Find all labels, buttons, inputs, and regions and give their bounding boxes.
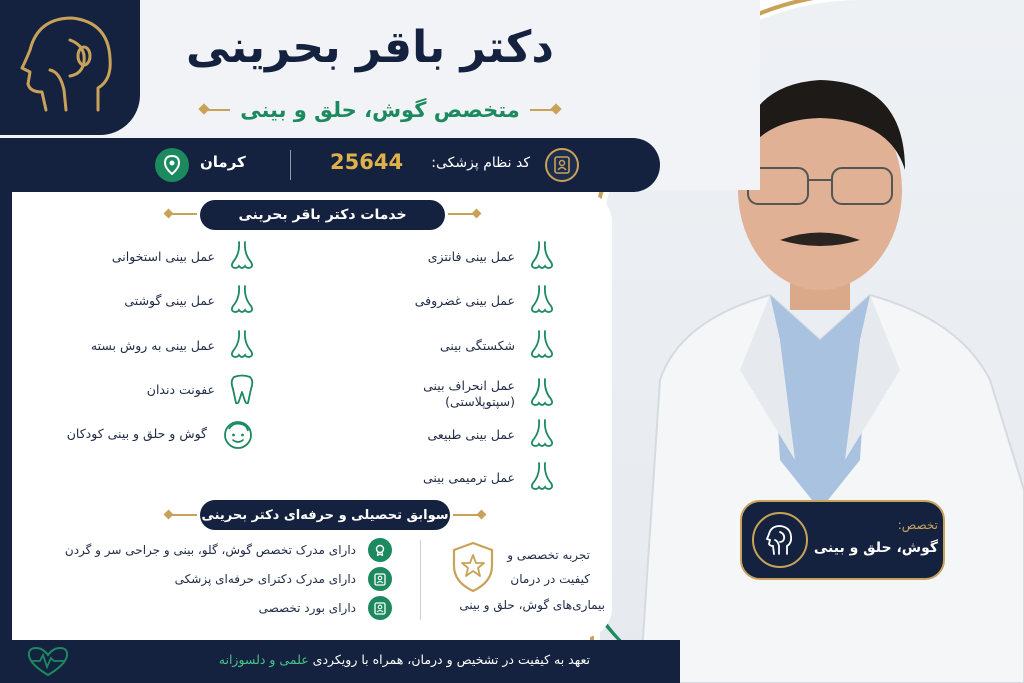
city-label: کرمان — [200, 153, 246, 171]
service-label: شکستگی بینی — [439, 338, 515, 353]
nose-icon — [229, 240, 255, 274]
service-label-line1: عمل انحراف بینی — [423, 378, 515, 393]
service-item — [60, 237, 255, 277]
service-item — [380, 237, 555, 277]
background-divider — [420, 540, 421, 620]
service-label: گوش و حلق و بینی کودکان — [66, 426, 207, 441]
background-label: دارای بورد تخصصی — [258, 601, 356, 615]
specialty-text: متخصص گوش، حلق و بینی — [240, 98, 520, 122]
background-item — [72, 595, 392, 621]
service-item — [380, 372, 555, 416]
medical-code-label: کد نظام پزشکی: — [431, 155, 530, 171]
medical-code-value: 25644 — [330, 150, 404, 174]
experience-line: تجربه تخصصی و — [507, 548, 590, 562]
footer-text — [90, 652, 590, 672]
id-card-icon — [545, 148, 579, 182]
background-title: سوابق تحصیلی و حرفه‌ای دکتر بحرینی — [200, 500, 450, 530]
gold-divider-left — [200, 109, 230, 111]
nose-icon — [529, 461, 555, 495]
background-label: دارای مدرک دکترای حرفه‌ای پزشکی — [174, 572, 356, 586]
gold-divider-right — [530, 109, 560, 111]
services-line-right — [448, 213, 480, 215]
background-line-left — [165, 514, 197, 516]
head-profile-icon — [752, 512, 808, 568]
footer-main-text: تعهد به کیفیت در تشخیص و درمان، همراه با رویکردی — [312, 652, 590, 667]
child-face-icon — [221, 417, 255, 451]
service-item — [380, 326, 555, 366]
service-label: عمل بینی فانتزی — [427, 249, 515, 264]
id-card-icon — [368, 567, 392, 591]
heartbeat-icon — [25, 645, 71, 677]
service-label: عمل بینی استخوانی — [111, 249, 215, 264]
nose-icon — [229, 329, 255, 363]
services-title: خدمات دکتر باقر بحرینی — [200, 200, 445, 230]
nose-icon — [529, 240, 555, 274]
id-card-icon — [368, 596, 392, 620]
left-navy-strip — [0, 190, 12, 640]
nose-icon — [529, 329, 555, 363]
doctor-name-title: دکتر باقر بحرینی — [186, 22, 554, 73]
background-item — [64, 537, 392, 563]
services-line-left — [165, 213, 197, 215]
service-item — [60, 326, 255, 366]
nose-icon — [229, 284, 255, 318]
service-label: عفونت دندان — [146, 382, 215, 397]
info-divider — [290, 150, 291, 180]
logo-box — [0, 0, 140, 135]
head-profile-icon — [0, 0, 140, 135]
service-item — [380, 458, 555, 498]
service-item — [60, 414, 255, 454]
service-item — [60, 370, 255, 410]
background-label: دارای مدرک تخصص گوش، گلو، بینی و جراحی سر و گردن — [64, 543, 356, 557]
service-item — [380, 281, 555, 321]
service-label: عمل بینی به روش بسته — [90, 338, 215, 353]
specialty-subtitle — [200, 92, 560, 128]
service-label-line2: (سپتوپلاستی) — [445, 394, 515, 409]
service-item — [380, 415, 555, 455]
certificate-badge-icon — [368, 538, 392, 562]
service-label: عمل بینی گوشتی — [124, 293, 215, 308]
service-label: عمل بینی غضروفی — [414, 293, 515, 308]
service-label: عمل ترمیمی بینی — [422, 470, 515, 485]
tooth-icon — [229, 373, 255, 407]
location-pin-icon — [155, 148, 189, 182]
specialty-badge-text: گوش، حلق و بینی — [813, 540, 938, 556]
nose-icon — [529, 418, 555, 452]
specialty-badge-title: تخصص: — [897, 518, 938, 532]
footer-highlight-text: علمی و دلسوزانه — [218, 652, 309, 667]
experience-line: کیفیت در درمان — [510, 572, 590, 586]
service-label — [423, 378, 515, 410]
experience-line: بیماری‌های گوش، حلق و بینی — [459, 598, 605, 612]
background-line-right — [453, 514, 485, 516]
nose-icon — [529, 284, 555, 318]
nose-icon — [529, 377, 555, 411]
background-item — [72, 566, 392, 592]
service-item — [60, 281, 255, 321]
service-label: عمل بینی طبیعی — [427, 427, 515, 442]
